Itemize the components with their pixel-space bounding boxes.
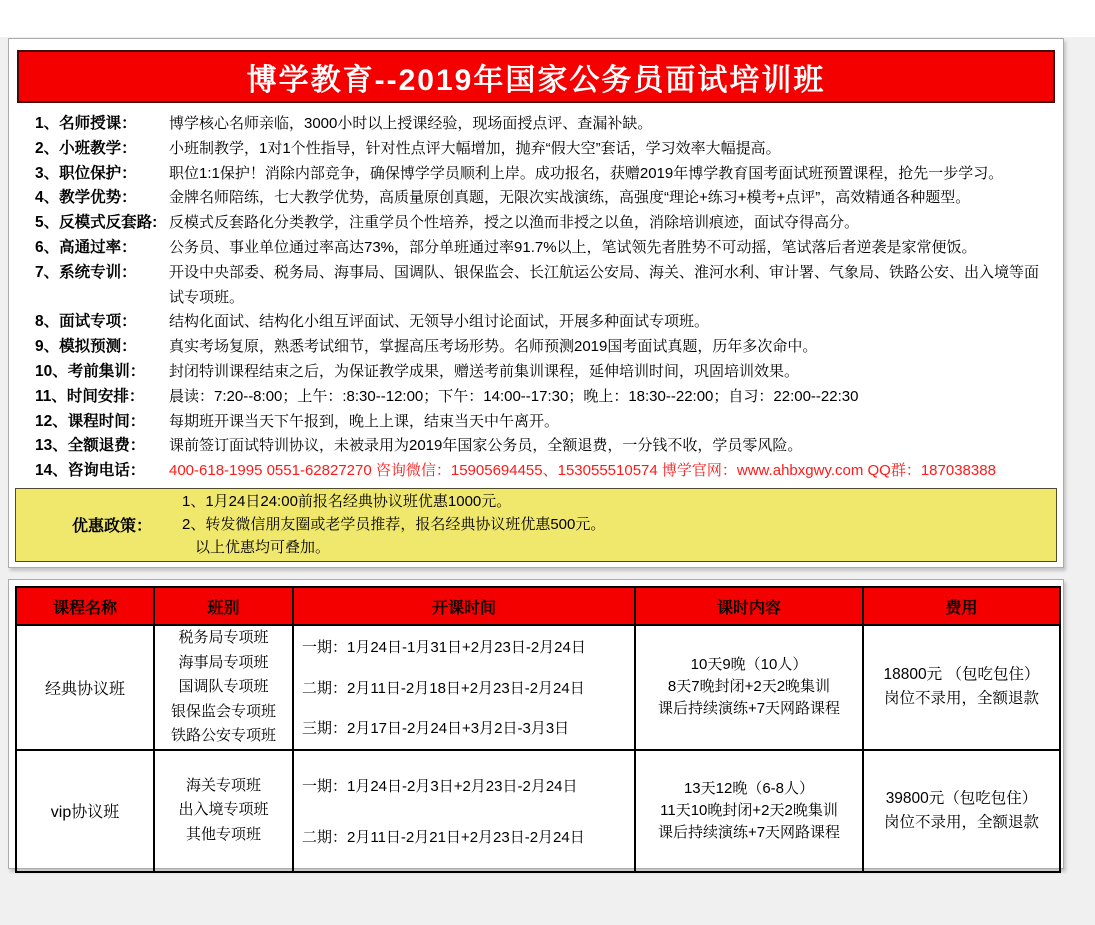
schedule-item: 一期：1月24日-1月31日+2月23日-2月24日 <box>302 639 586 657</box>
feature-label: 9、模拟预测： <box>35 338 137 356</box>
feature-text: 封闭特训课程结束之后，为保证教学成果，赠送考前集训课程，延伸培训时间，巩固培训效果。 <box>169 362 800 380</box>
header-class-type: 班别 <box>154 587 293 625</box>
feature-text: 课前签订面试特训协议，未被录用为2019年国家公务员，全额退费，一分钱不收，学员零风险。 <box>169 437 803 455</box>
feature-item <box>35 310 1063 335</box>
feature-text: 博学核心名师亲临，3000小时以上授课经验，现场面授点评、查漏补缺。 <box>169 115 653 132</box>
feature-text: 反模式反套路化分类教学，注重学员个性培养，授之以渔而非授之以鱼，消除培训痕迹，面试夺得高分。 <box>169 214 860 232</box>
contact-info-text: 400-618-1995 0551-62827270 咨询微信：15905694455、153055510574 博学官网：www.ahbxgwy.com QQ群：187038388 <box>169 462 996 480</box>
feature-label: 1、名师授课： <box>35 115 137 132</box>
feature-item <box>35 360 1063 385</box>
feature-text: 结构化面试、结构化小组互评面试、无领导小组讨论面试，开展多种面试专项班。 <box>169 313 710 331</box>
feature-text: 晨读：7:20--8:00；上午：:8:30--12:00；下午：14:00--17:30；晚上：18:30--22:00；自习：22:00--22:30 <box>169 387 859 405</box>
feature-label: 11、时间安排： <box>35 387 145 405</box>
feature-list <box>9 108 1063 484</box>
schedule-cell <box>293 750 635 872</box>
feature-item <box>35 162 1063 187</box>
hours-line: 8天7晚封闭+2天2晚集训 <box>667 678 831 696</box>
class-type-item: 铁路公安专项班 <box>170 727 276 744</box>
feature-text: 公务员、事业单位通过率高达73%，部分单班通过率91.7%以上，笔试领先者胜势不可动摇，笔试落后者逆袭是家常便饭。 <box>169 238 977 256</box>
class-type-item: 出入境专项班 <box>178 801 269 819</box>
promo-line: 以上优惠均可叠加。 <box>195 539 331 557</box>
feature-label: 2、小班教学： <box>35 139 137 157</box>
fee-line: 18800元 （包吃包住） <box>883 666 1040 684</box>
table-row-classic <box>16 625 1060 750</box>
schedule-cell <box>293 625 635 750</box>
schedule-item: 一期：1月24日-2月3日+2月23日-2月24日 <box>302 777 578 795</box>
feature-item <box>35 186 1063 211</box>
header-start-time: 开课时间 <box>293 587 635 625</box>
promo-line: 1、1月24日24:00前报名经典协议班优惠1000元。 <box>182 493 512 511</box>
class-type-item: 其他专项班 <box>185 825 261 843</box>
feature-item <box>35 137 1063 162</box>
hours-line: 13天12晚（6-8人） <box>683 779 815 797</box>
feature-item <box>35 434 1063 459</box>
course-intro-panel <box>8 38 1064 568</box>
feature-text: 金牌名师陪练，七大教学优势，高质量原创真题，无限次实战演练，高强度“理论+练习+模考+点评”，高效精通各种题型。 <box>169 189 971 207</box>
hours-line: 11天10晚封闭+2天2晚集训 <box>660 801 838 819</box>
feature-label: 13、全额退费： <box>35 437 146 455</box>
class-type-item: 国调队专项班 <box>178 678 269 695</box>
feature-label: 8、面试专项： <box>35 313 137 331</box>
feature-text: 每期班开课当天下午报到，晚上上课，结束当天中午离开。 <box>169 412 560 430</box>
feature-label: 12、课程时间： <box>35 412 146 430</box>
promo-lines <box>182 490 605 559</box>
header-course-name: 课程名称 <box>16 587 154 625</box>
schedule-item: 二期：2月11日-2月21日+2月23日-2月24日 <box>302 828 585 846</box>
table-header-row <box>16 587 1060 625</box>
feature-item <box>35 410 1063 435</box>
class-type-item: 海事局专项班 <box>178 653 269 671</box>
feature-label: 5、反模式反套路: <box>35 214 158 232</box>
feature-label: 7、系统专训： <box>35 263 137 281</box>
fee-cell <box>863 625 1060 750</box>
page-title: 博学教育--2019年国家公务员面试培训班 <box>246 63 826 97</box>
course-table <box>15 586 1061 873</box>
feature-item <box>35 112 1063 137</box>
schedule-item: 三期：2月17日-2月24日+3月2日-3月3日 <box>302 720 570 738</box>
promo-line: 2、转发微信朋友圈或老学员推荐，报名经典协议班优惠500元。 <box>182 516 606 534</box>
fee-line: 39800元（包吃包住） <box>885 789 1038 807</box>
class-type-cell <box>154 750 293 872</box>
feature-text: 职位1:1保护！消除内部竞争，确保博学学员顺利上岸。成功报名，获赠2019年博学教育国考面试班预置课程，抢先一步学习。 <box>169 164 1004 182</box>
feature-item <box>35 236 1063 261</box>
hours-line: 课后持续演练+7天网路课程 <box>657 823 841 841</box>
feature-label: 14、咨询电话： <box>35 462 146 480</box>
fee-line: 岗位不录用，全额退款 <box>883 813 1039 831</box>
feature-item-contact-phone <box>35 459 1063 484</box>
schedule-item: 二期：2月11日-2月18日+2月23日-2月24日 <box>302 679 585 697</box>
class-type-item: 税务局专项班 <box>178 629 269 646</box>
feature-label: 6、高通过率： <box>35 238 137 256</box>
hours-line: 10天9晚（10人） <box>690 656 808 674</box>
feature-text: 小班制教学，1对1个性指导，针对性点评大幅增加，抛弃“假大空”套话，学习效率大幅提高。 <box>169 139 781 157</box>
header-fee: 费用 <box>863 587 1060 625</box>
hours-content-cell <box>635 750 863 872</box>
course-name-cell: 经典协议班 <box>16 625 154 750</box>
class-type-item: 海关专项班 <box>185 776 261 794</box>
table-row-vip <box>16 750 1060 872</box>
feature-item <box>35 385 1063 410</box>
promo-label: 优惠政策： <box>72 518 153 536</box>
feature-label: 10、考前集训： <box>35 362 146 380</box>
feature-text: 开设中央部委、税务局、海事局、国调队、银保监会、长江航运公安局、海关、淮河水利、审计署、气象局、铁路公安、出入境等面试专项班。 <box>169 263 1040 306</box>
class-type-item: 银保监会专项班 <box>170 702 276 720</box>
promo-box <box>15 488 1057 562</box>
course-name-cell: vip协议班 <box>16 750 154 872</box>
feature-text: 真实考场复原，熟悉考试细节，掌握高压考场形势。名师预测2019国考面试真题，历年多次命中。 <box>169 338 818 356</box>
fee-line: 岗位不录用，全额退款 <box>883 690 1039 708</box>
hours-line: 课后持续演练+7天网路课程 <box>657 700 841 718</box>
title-banner <box>17 50 1055 103</box>
header-hours-content: 课时内容 <box>635 587 863 625</box>
fee-cell <box>863 750 1060 872</box>
class-type-cell <box>154 625 293 750</box>
feature-item <box>35 211 1063 236</box>
feature-label: 4、教学优势： <box>35 189 137 207</box>
top-white-strip <box>0 0 1095 37</box>
feature-item <box>35 261 1063 311</box>
feature-item <box>35 335 1063 360</box>
hours-content-cell <box>635 625 863 750</box>
feature-label: 3、职位保护： <box>35 164 137 182</box>
course-table-panel <box>8 579 1064 869</box>
